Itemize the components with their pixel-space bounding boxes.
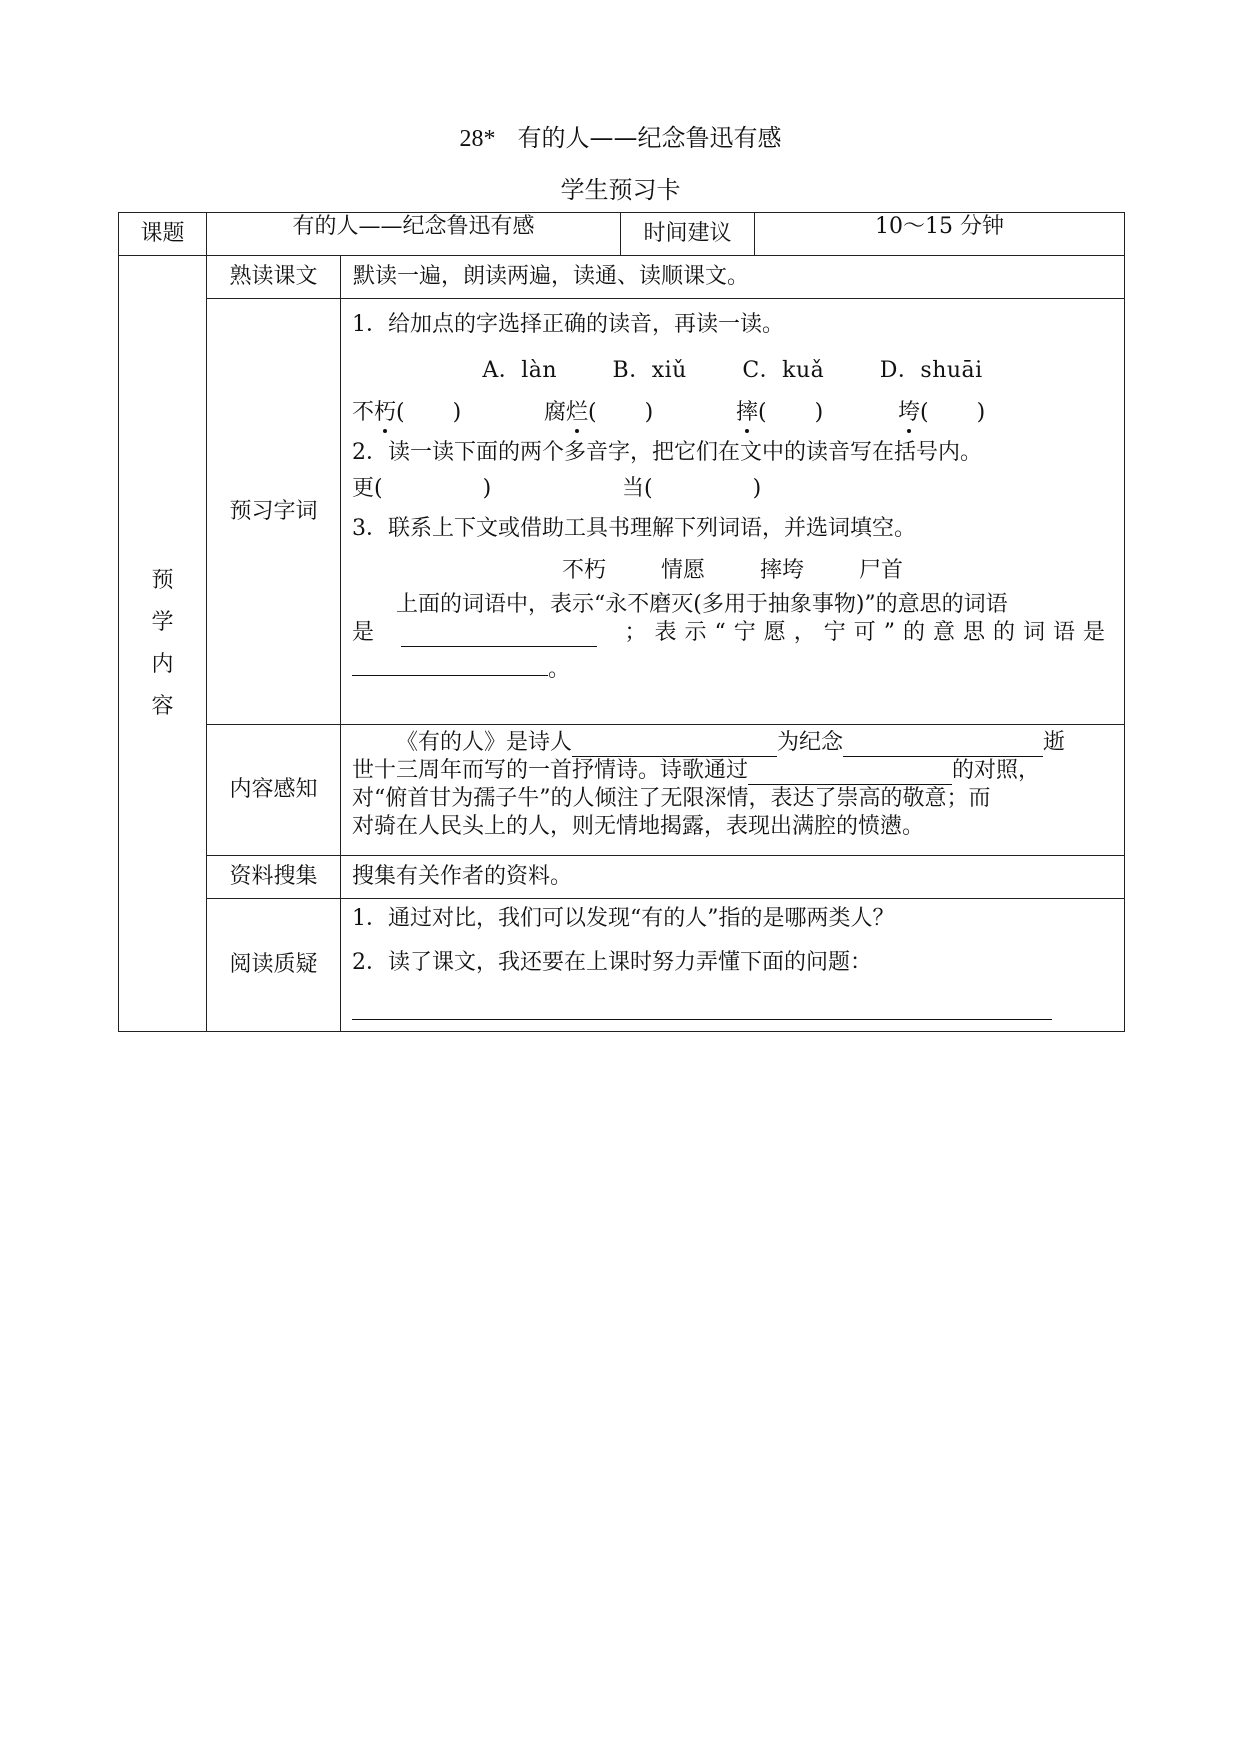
question-answer-line[interactable] [352,997,1052,1020]
question-1: 1．通过对比，我们可以发现“有的人”指的是哪两类人？ [352,906,895,931]
option-d: D．shuāi [879,358,983,383]
content-text [341,725,1125,856]
fill-blank-2[interactable] [352,653,548,676]
vocab-label: 预习字词 [207,299,341,725]
fill-line-1: 上面的词语中，表示“永不磨灭(多用于抽象事物)”的意思的词语 [396,592,1008,617]
word-item: 不朽 [561,558,606,583]
vocab-row [119,299,1125,725]
time-value: 10～15 分钟 [755,213,1125,256]
header-row [119,213,1125,256]
page-subtitle: 学生预习卡 [560,176,681,204]
char-choices [352,399,1113,427]
read-text: 默读一遍，朗读两遍，读通、读顺课文。 [341,256,1125,299]
vocab-content [341,299,1125,725]
material-label: 资料搜集 [207,856,341,899]
dotted-char: 烂 [566,400,589,425]
polyphone-item: 当( ) [622,476,762,501]
vocab-q2: 2．读一读下面的两个多音字，把它们在文中的读音写在括号内。 [352,440,982,465]
char-item: 腐烂( ) [544,400,654,425]
word-item: 情愿 [660,558,705,583]
content-line-3: 对“俯首甘为孺子牛”的人倾注了无限深情，表达了崇高的敬意；而 [352,786,991,811]
topic-label: 课题 [119,213,207,256]
preview-card-table [118,212,1125,1032]
topic-value: 有的人——纪念鲁迅有感 [207,213,621,256]
option-c: C．kuǎ [742,358,825,383]
content-line-4: 对骑在人民头上的人，则无情地揭露，表现出满腔的愤懑。 [352,814,925,839]
dotted-char: 垮 [898,400,921,425]
section-label-char: 预 [151,567,174,593]
content-row [119,725,1125,856]
dotted-char: 摔 [736,400,759,425]
section-label [119,256,207,1032]
content-line-1: 《有的人》是诗人 为纪念 逝 [396,730,1066,755]
option-a: A．làn [482,358,558,383]
section-label-char: 学 [151,609,174,635]
polyphone-item: 更( ) [352,476,492,501]
material-row [119,856,1125,899]
char-item: 不朽( ) [352,400,462,425]
material-text: 搜集有关作者的资料。 [341,856,1125,899]
fill-line-3: 。 [352,653,1113,684]
question-2: 2．读了课文，我还要在上课时努力弄懂下面的问题： [352,950,872,975]
char-item: 垮( ) [898,400,986,425]
poet-blank[interactable] [572,734,777,757]
page-title [0,118,1241,153]
lesson-number: 28* [459,126,496,152]
content-label: 内容感知 [207,725,341,856]
pinyin-options [352,357,1113,385]
read-row [119,256,1125,299]
questions-content [341,899,1125,1032]
read-label: 熟读课文 [207,256,341,299]
time-label: 时间建议 [621,213,755,256]
section-label-char: 容 [151,693,174,719]
contrast-blank[interactable] [748,762,952,785]
word-bank [352,557,1113,585]
vocab-q3: 3．联系上下文或借助工具书理解下列词语，并选词填空。 [352,516,916,541]
fill-line-2: 是 ；表示“宁愿，宁可”的意思的词语是 [352,620,1114,645]
questions-row [119,899,1125,1032]
dotted-char: 朽 [374,400,397,425]
vocab-q1: 1．给加点的字选择正确的读音，再读一读。 [352,312,784,337]
char-item: 摔( ) [736,400,824,425]
word-item: 尸首 [859,558,904,583]
option-b: B．xiǔ [612,358,687,383]
section-label-char: 内 [151,651,174,677]
person-blank[interactable] [843,734,1043,757]
word-item: 摔垮 [760,558,805,583]
fill-blank-1[interactable] [401,624,597,647]
content-line-2: 世十三周年而写的一首抒情诗。诗歌通过 的对照， [352,758,1041,783]
questions-label: 阅读质疑 [207,899,341,1032]
polyphone-items [352,475,1113,503]
lesson-title: 有的人——纪念鲁迅有感 [517,124,782,152]
